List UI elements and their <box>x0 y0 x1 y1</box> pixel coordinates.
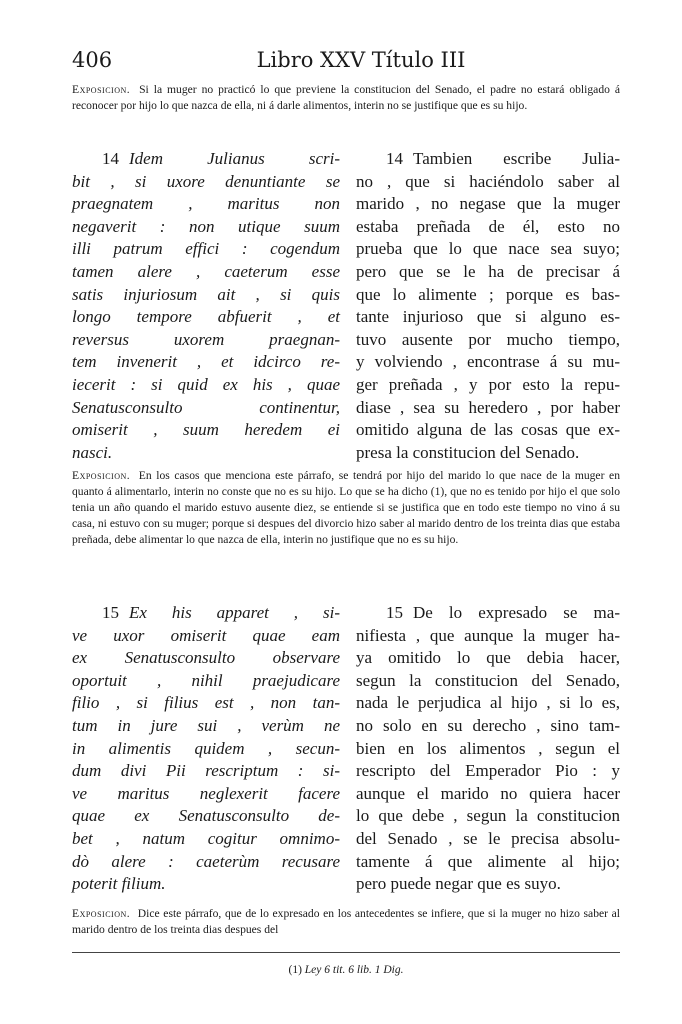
text-line <box>72 783 340 806</box>
exposicion-label: Exposicion. <box>72 907 131 920</box>
exposicion-label: Exposicion. <box>72 83 131 96</box>
line-text: ve maritus neglexerit facere <box>72 783 340 803</box>
text-line <box>356 783 620 806</box>
line-text: omiserit , suum heredem ei <box>72 420 340 440</box>
text-line <box>356 851 620 874</box>
line-text: filio , si filius est , non tan- <box>72 693 340 713</box>
line-text: dò alere : caeterùm recusare <box>72 851 340 871</box>
text-line <box>356 805 620 828</box>
text-line <box>72 442 340 465</box>
text-line <box>356 351 620 374</box>
line-text: omitido alguna de las cosas que ex- <box>356 420 620 440</box>
line-text: ya omitido lo que debia hacer, <box>356 648 620 668</box>
line-text: poterit filium. <box>72 874 166 894</box>
line-text: ex Senatusconsulto observare <box>72 648 340 668</box>
text-line <box>356 148 620 171</box>
text-line <box>72 805 340 828</box>
text-line <box>72 351 340 374</box>
text-line <box>72 238 340 261</box>
spanish-column-14 <box>356 148 620 464</box>
footnote <box>72 964 620 976</box>
line-text: praegnatem , maritus non <box>72 194 340 214</box>
line-text: prueba que lo que nace sea suyo; <box>356 239 620 259</box>
line-text: bit , si uxore denuntiante se <box>72 171 340 191</box>
text-line <box>356 329 620 352</box>
text-line <box>356 670 620 693</box>
line-text: satis injuriosum ait , si quis <box>72 284 340 304</box>
line-text: pero puede negar que es suyo. <box>356 874 561 894</box>
line-text: presa la constitucion del Senado. <box>356 442 580 462</box>
text-line <box>72 625 340 648</box>
text-line <box>356 397 620 420</box>
paragraph-number: 15 <box>386 603 403 622</box>
line-text: Idem Julianus scri- <box>129 149 340 168</box>
line-text: segun la constitucion del Senado, <box>356 670 620 690</box>
footnote-text: Ley 6 tit. 6 lib. 1 Dig. <box>304 964 404 976</box>
text-line <box>356 284 620 307</box>
text-line <box>72 738 340 761</box>
line-text: tem invenerit , et idcirco re- <box>72 352 340 372</box>
line-text: De lo expresado se ma- <box>413 603 620 622</box>
text-line <box>72 670 340 693</box>
line-text: Senatusconsulto continentur, <box>72 397 340 417</box>
text-line <box>72 760 340 783</box>
footnote-marker: (1) <box>288 964 302 976</box>
line-text: estaba preñada de él, esto no <box>356 216 620 236</box>
line-text: longo tempore abfuerit , et <box>72 307 340 327</box>
text-line <box>356 171 620 194</box>
latin-column-15 <box>72 602 340 896</box>
text-line <box>356 738 620 761</box>
text-line <box>72 329 340 352</box>
exposicion-text: Si la muger no practicó lo que previene la constitucion del Senado, el padre no estará obligado á reconocer por hijo lo que nazca de ella, ni á darle alimentos, interin no se justifique que es su hijo. <box>72 83 621 112</box>
exposicion-label: Exposicion. <box>72 469 131 482</box>
paragraph-number: 14 <box>102 149 119 168</box>
text-line <box>356 692 620 715</box>
line-text: diase , sea su heredero , por haber <box>356 397 620 417</box>
text-line <box>72 193 340 216</box>
line-text: reversus uxorem praegnan- <box>72 329 340 349</box>
exposicion-text: Dice este párrafo, que de lo expresado en los antecedentes se infiere, que si la muger no hizo saber al marido dentro de los treinta dias despues del <box>72 907 621 936</box>
line-text: quae ex Senatusconsulto de- <box>72 806 340 826</box>
paragraph-number: 14 <box>386 149 403 168</box>
line-text: oportuit , nihil praejudicare <box>72 670 340 690</box>
running-head: Libro XXV Título III <box>256 48 466 72</box>
line-text: bien en los alimentos , segun el <box>356 738 620 758</box>
line-text: ger preñada , y por esto la repu- <box>356 374 620 394</box>
line-text: tamen alere , caeterum esse <box>72 261 340 281</box>
text-line <box>356 625 620 648</box>
line-text: marido , no negase que la muger <box>356 194 620 214</box>
text-line <box>356 216 620 239</box>
line-text: illi patrum effici : cogendum <box>72 239 340 259</box>
text-line <box>72 873 340 896</box>
line-text: negaverit : non utique suum <box>72 216 340 236</box>
text-line <box>72 602 340 625</box>
text-line <box>356 715 620 738</box>
page-header <box>72 48 620 78</box>
text-line <box>72 647 340 670</box>
line-text: iecerit : si quid ex his , quae <box>72 374 340 394</box>
paragraph-number: 15 <box>102 603 119 622</box>
text-line <box>356 828 620 851</box>
text-line <box>72 692 340 715</box>
line-text: tum in jure sui , verùm ne <box>72 715 340 735</box>
text-line <box>72 284 340 307</box>
spanish-column-15 <box>356 602 620 896</box>
line-text: lo que debe , segun la constitucion <box>356 806 620 826</box>
text-line <box>72 148 340 171</box>
text-line <box>72 419 340 442</box>
line-text: que lo alimente ; porque es bas- <box>356 284 620 304</box>
line-text: y volviendo , encontrase á su mu- <box>356 352 620 372</box>
footnote-rule <box>72 952 620 953</box>
page-number: 406 <box>72 48 113 72</box>
text-line <box>356 602 620 625</box>
text-line <box>356 261 620 284</box>
text-line <box>356 306 620 329</box>
line-text: tante injurioso que si alguno es- <box>356 307 620 327</box>
line-text: pero que se le ha de precisar á <box>356 261 620 281</box>
text-line <box>72 306 340 329</box>
line-text: dum divi Pii rescriptum : si- <box>72 761 340 781</box>
line-text: tuvo ausente por mucho tiempo, <box>356 329 620 349</box>
text-line <box>356 647 620 670</box>
text-line <box>356 760 620 783</box>
text-line <box>72 715 340 738</box>
latin-column-14 <box>72 148 340 464</box>
text-line <box>72 171 340 194</box>
text-line <box>356 442 620 465</box>
text-line <box>356 374 620 397</box>
text-line <box>72 261 340 284</box>
line-text: tamente á que alimente al hijo; <box>356 851 620 871</box>
text-line <box>72 216 340 239</box>
text-line <box>72 397 340 420</box>
line-text: Ex his apparet , si- <box>129 603 340 622</box>
exposicion-3 <box>72 906 620 938</box>
line-text: del Senado , se le precisa absolu- <box>356 828 620 848</box>
line-text: rescripto del Emperador Pio : y <box>356 761 620 781</box>
line-text: in alimentis quidem , secun- <box>72 738 340 758</box>
line-text: Tambien escribe Julia- <box>413 149 620 168</box>
text-line <box>72 851 340 874</box>
line-text: nasci. <box>72 442 113 462</box>
line-text: bet , natum cogitur omnimo- <box>72 828 340 848</box>
line-text: ve uxor omiserit quae eam <box>72 625 340 645</box>
text-line <box>72 374 340 397</box>
line-text: no , que si haciéndolo saber al <box>356 171 620 191</box>
line-text: aunque el marido no quiera hacer <box>356 783 620 803</box>
exposicion-1 <box>72 82 620 114</box>
text-line <box>356 419 620 442</box>
text-line <box>356 193 620 216</box>
text-line <box>356 873 620 896</box>
text-line <box>72 828 340 851</box>
line-text: no solo en su derecho , sino tam- <box>356 715 620 735</box>
line-text: nada le perjudica al hijo , si lo es, <box>356 693 620 713</box>
line-text: nifiesta , que aunque la muger ha- <box>356 625 620 645</box>
text-line <box>356 238 620 261</box>
exposicion-2 <box>72 468 620 548</box>
exposicion-text: En los casos que menciona este párrafo, se tendrá por hijo del marido lo que nace de la muger en quanto á alimentarlo, interin no conste que no es su hijo. Lo que se ha dicho (1), que no es tenido por hijo el que solo tenia un año quando el marido estuvo ausente diez, se entiende si se justifica que en todo este tiempo no vino á su casa, ni estuvo con su muger; porque si despues del divorcio hizo saber al marido dentro de los treinta dias que estaba preñada, debe alimentar lo que nazca de ella, interin no justifique que no es su hijo. <box>72 469 620 546</box>
